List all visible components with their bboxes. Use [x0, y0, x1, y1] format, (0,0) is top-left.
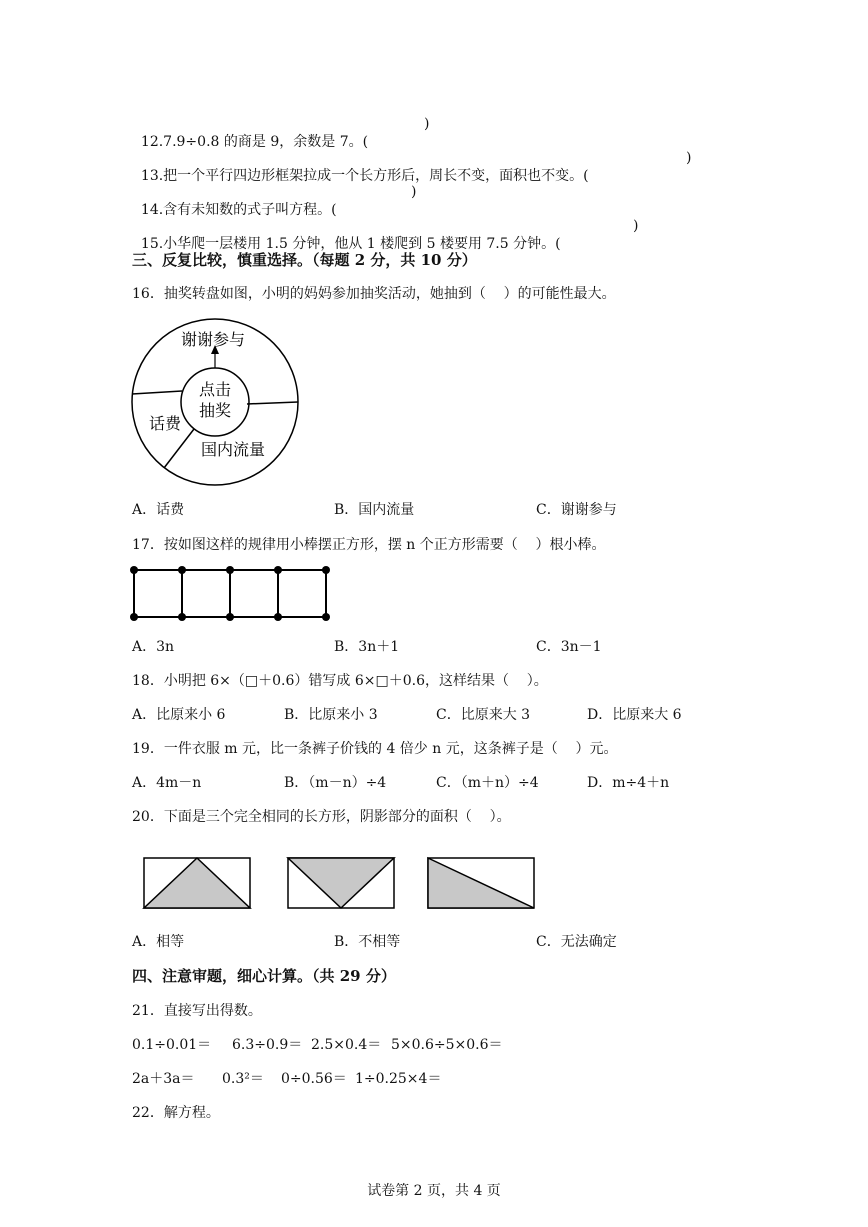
page-footer: 试卷第 2 页，共 4 页: [367, 1183, 501, 1199]
option-b[interactable]: B．国内流量: [334, 502, 415, 518]
joint-dot: [226, 613, 234, 621]
joint-dot: [274, 566, 282, 574]
joint-dot: [178, 613, 186, 621]
question-21: 21．直接写出得数。: [132, 1003, 262, 1019]
calc-item: 1÷0.25×4＝: [355, 1071, 442, 1087]
wheel-divider: [164, 429, 194, 468]
joint-dot: [226, 566, 234, 574]
joint-dot: [130, 613, 138, 621]
joint-dot: [130, 566, 138, 574]
option-a[interactable]: A．3n: [132, 639, 175, 655]
calc-item: 5×0.6÷5×0.6＝: [391, 1037, 503, 1053]
question-number: 12.: [140, 134, 164, 150]
calc-item: 0.1÷0.01＝: [132, 1037, 212, 1053]
option-b[interactable]: B．3n＋1: [334, 639, 400, 655]
option-d[interactable]: D．比原来大 6: [587, 707, 682, 723]
option-c[interactable]: C．谢谢参与: [536, 502, 617, 518]
question-number: 15.: [140, 236, 164, 252]
question-text: 把一个平行四边形框架拉成一个长方形后，周长不变，面积也不变。(: [163, 168, 589, 184]
question-13: [132, 149, 589, 185]
answer-paren-close: ): [424, 116, 430, 132]
section-title: 三、反复比较，慎重选择。（每题 2 分，共 10 分）: [132, 251, 477, 269]
option-a[interactable]: A．比原来小 6: [132, 707, 226, 723]
question-12: [132, 115, 368, 151]
question-15: [132, 217, 561, 253]
matchstick-squares-figure: [128, 562, 333, 624]
answer-paren-close: ): [686, 150, 692, 166]
option-a[interactable]: A．4m－n: [132, 775, 202, 791]
question-20: 20．下面是三个完全相同的长方形，阴影部分的面积（ ）。: [132, 809, 511, 825]
answer-paren-close: ): [633, 218, 639, 234]
calc-item: 2.5×0.4＝: [311, 1037, 382, 1053]
question-text: 7.9÷0.8 的商是 9，余数是 7。(: [163, 134, 369, 150]
answer-paren-close: ): [411, 184, 417, 200]
question-number: 14.: [140, 202, 164, 218]
option-b[interactable]: B．比原来小 3: [284, 707, 378, 723]
question-17: 17．按如图这样的规律用小棒摆正方形，摆 n 个正方形需要（ ）根小棒。: [132, 537, 606, 553]
joint-dot: [322, 566, 330, 574]
joint-dot: [178, 566, 186, 574]
option-c[interactable]: C．比原来大 3: [436, 707, 531, 723]
wheel-divider: [247, 402, 298, 404]
option-b[interactable]: B．（m－n）÷4: [284, 775, 387, 791]
option-a[interactable]: A．话费: [132, 502, 185, 518]
question-text: 含有未知数的式子叫方程。(: [163, 202, 337, 218]
wheel-label-left: 话费: [148, 414, 182, 433]
question-number: 13.: [140, 168, 164, 184]
lottery-wheel-figure: [128, 318, 303, 488]
question-18: 18．小明把 6×（□＋0.6）错写成 6×□＋0.6，这样结果（ ）。: [132, 673, 548, 689]
wheel-label-center-2: 抽奖: [198, 401, 232, 420]
wheel-label-center-1: 点击: [198, 380, 232, 399]
option-c[interactable]: C．（m＋n）÷4: [436, 775, 539, 791]
joint-dot: [322, 613, 330, 621]
option-c[interactable]: C．3n－1: [536, 639, 602, 655]
calc-item: 0÷0.56＝: [281, 1071, 347, 1087]
calc-item: 6.3÷0.9＝: [232, 1037, 303, 1053]
calc-item: 0.3²＝: [222, 1071, 264, 1087]
question-22: 22．解方程。: [132, 1105, 220, 1121]
question-text: 小华爬一层楼用 1.5 分钟，他从 1 楼爬到 5 楼要用 7.5 分钟。(: [163, 236, 561, 252]
option-a[interactable]: A．相等: [132, 934, 185, 950]
joint-dot: [274, 613, 282, 621]
question-19: 19．一件衣服 m 元，比一条裤子价钱的 4 倍少 n 元，这条裤子是（ ）元。: [132, 741, 618, 757]
question-14: [132, 183, 337, 219]
calc-item: 2a＋3a＝: [132, 1071, 195, 1087]
rectangles-figure: [140, 855, 540, 911]
section-title: 四、注意审题，细心计算。（共 29 分）: [132, 967, 396, 985]
option-b[interactable]: B．不相等: [334, 934, 401, 950]
question-16: 16．抽奖转盘如图，小明的妈妈参加抽奖活动，她抽到（ ）的可能性最大。: [132, 286, 616, 302]
wheel-label-top: 谢谢参与: [180, 330, 246, 349]
option-c[interactable]: C．无法确定: [536, 934, 617, 950]
wheel-divider: [132, 391, 182, 394]
wheel-label-bottom: 国内流量: [200, 440, 266, 459]
option-d[interactable]: D．m÷4＋n: [587, 775, 670, 791]
